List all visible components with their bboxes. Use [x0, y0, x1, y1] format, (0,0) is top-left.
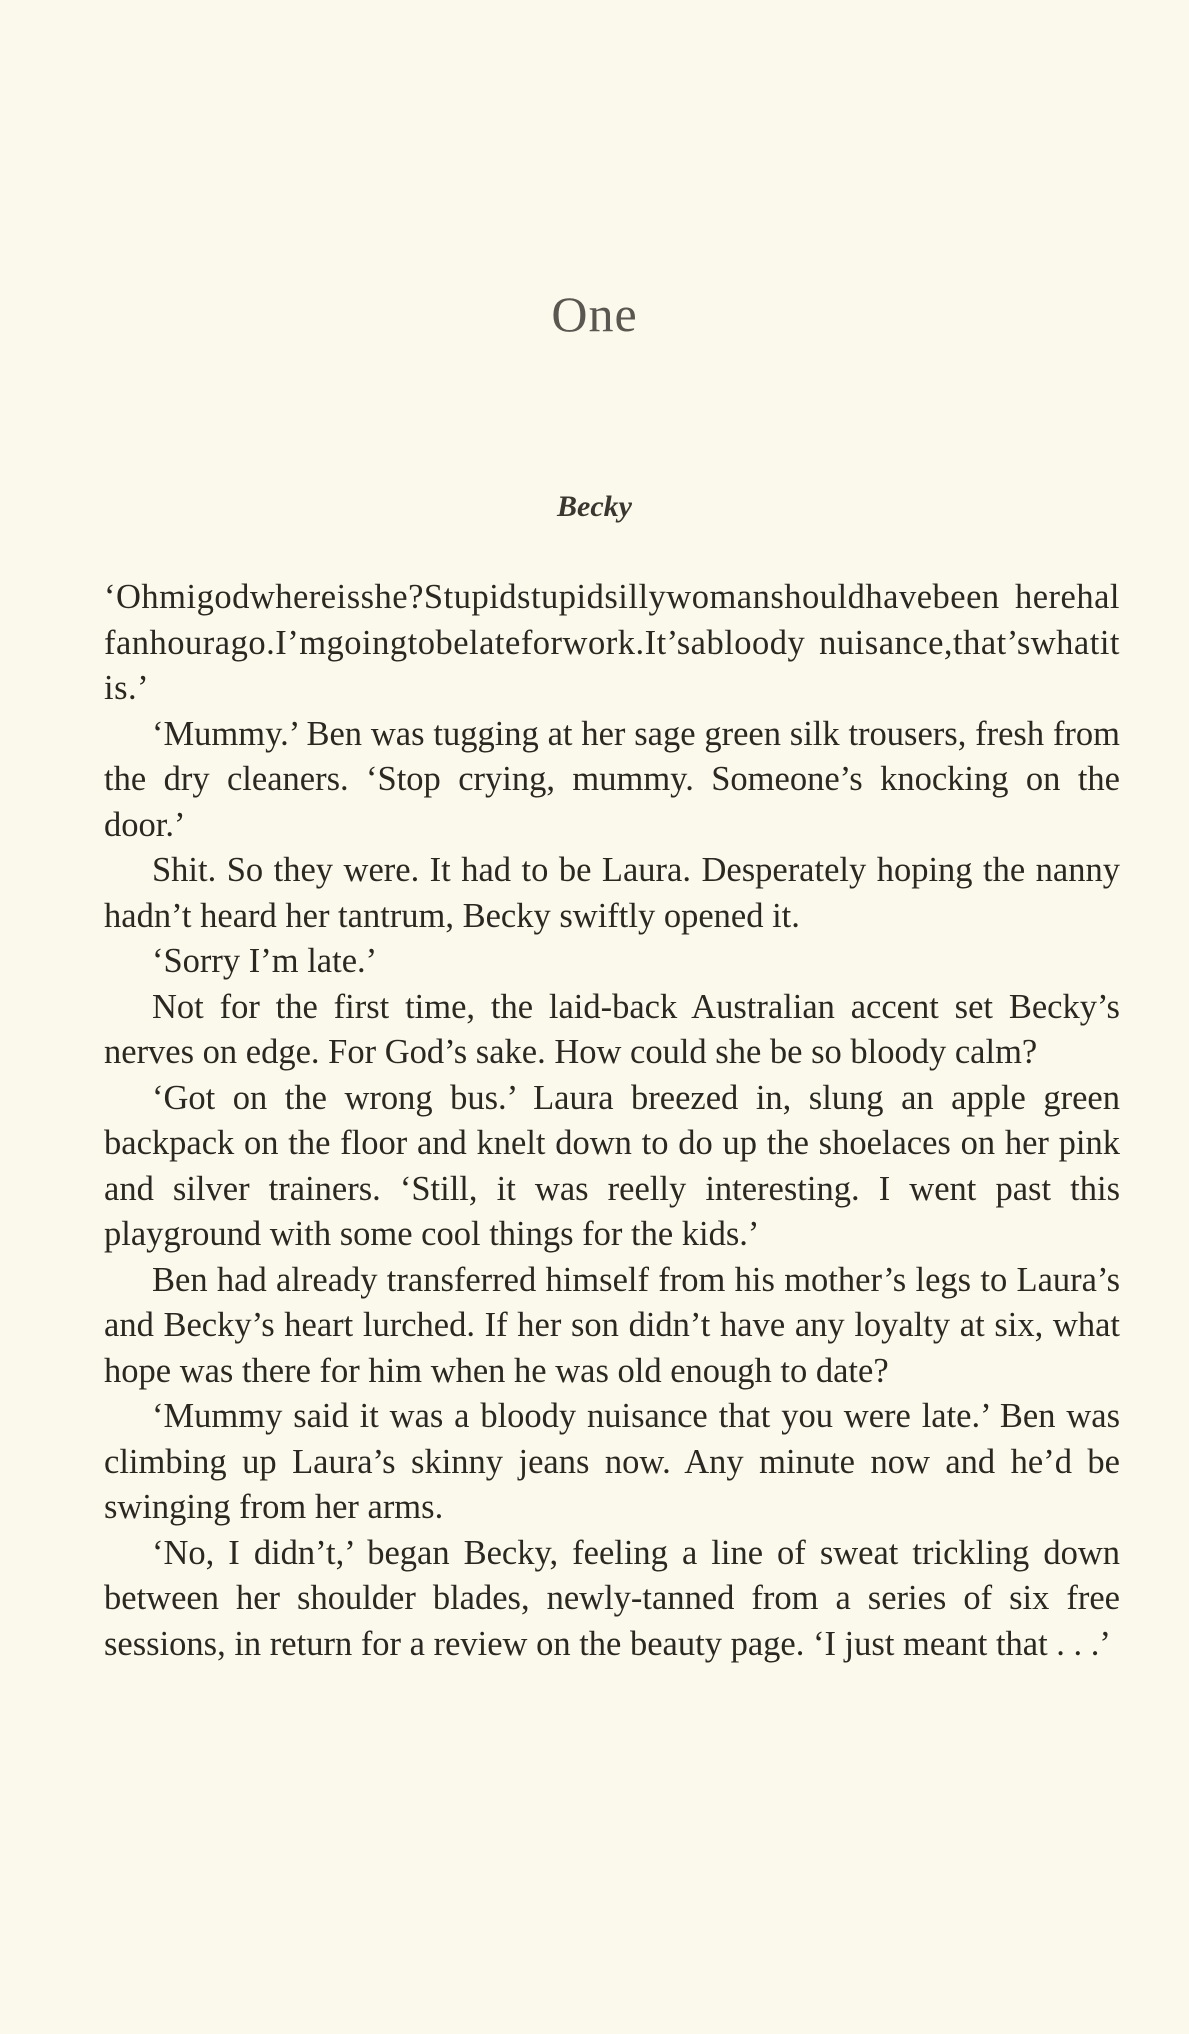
paragraph: Shit. So they were. It had to be Laura. Desperately hoping the nanny hadn’t heard her tantrum, Becky swiftly opened it. [104, 851, 1120, 935]
paragraph: Not for the first time, the laid-back Australian accent set Becky’s nerves on edge. For God’s sake. How could she be so bloody calm? [104, 987, 1120, 1071]
paragraph: ‘Ohmigodwhereisshe?Stupidstupidsillywomanshouldhavebeen herehalfanhourago.I’mgoingtobelateforwork.It’sabloody nuisance,that’swhatitis.’ [104, 578, 1120, 707]
paragraph: Ben had already transferred himself from his mother’s legs to Laura’s and Becky’s heart lurched. If her son didn’t have any loyalty at six, what hope was there for him when he was old enough to date? [104, 1260, 1120, 1390]
chapter-title: One [551, 286, 638, 342]
paragraph: ‘Mummy said it was a bloody nuisance that you were late.’ Ben was climbing up Laura’s skinny jeans now. Any minute now and he’d be swinging from her arms. [104, 1397, 1120, 1526]
paragraph: ‘Sorry I’m late.’ [152, 942, 378, 980]
paragraph: ‘No, I didn’t,’ began Becky, feeling a line of sweat trickling down between her shoulder blades, newly-tanned from a series of six free sessions, in return for a review on the beauty page. ‘I just meant that . . .’ [104, 1533, 1120, 1663]
paragraph: ‘Got on the wrong bus.’ Laura breezed in, slung an apple green backpack on the floor and knelt down to do up the shoelaces on her pink and silver trainers. ‘Still, it was reelly interesting. I went past this playground with some cool things for the kids.’ [104, 1078, 1120, 1253]
body-text [104, 575, 1120, 1667]
paragraph: ‘Mummy.’ Ben was tugging at her sage green silk trousers, fresh from the dry cleaners. ‘Stop crying, mummy. Someone’s knocking on the door.’ [104, 714, 1120, 844]
section-heading: Becky [557, 490, 632, 523]
